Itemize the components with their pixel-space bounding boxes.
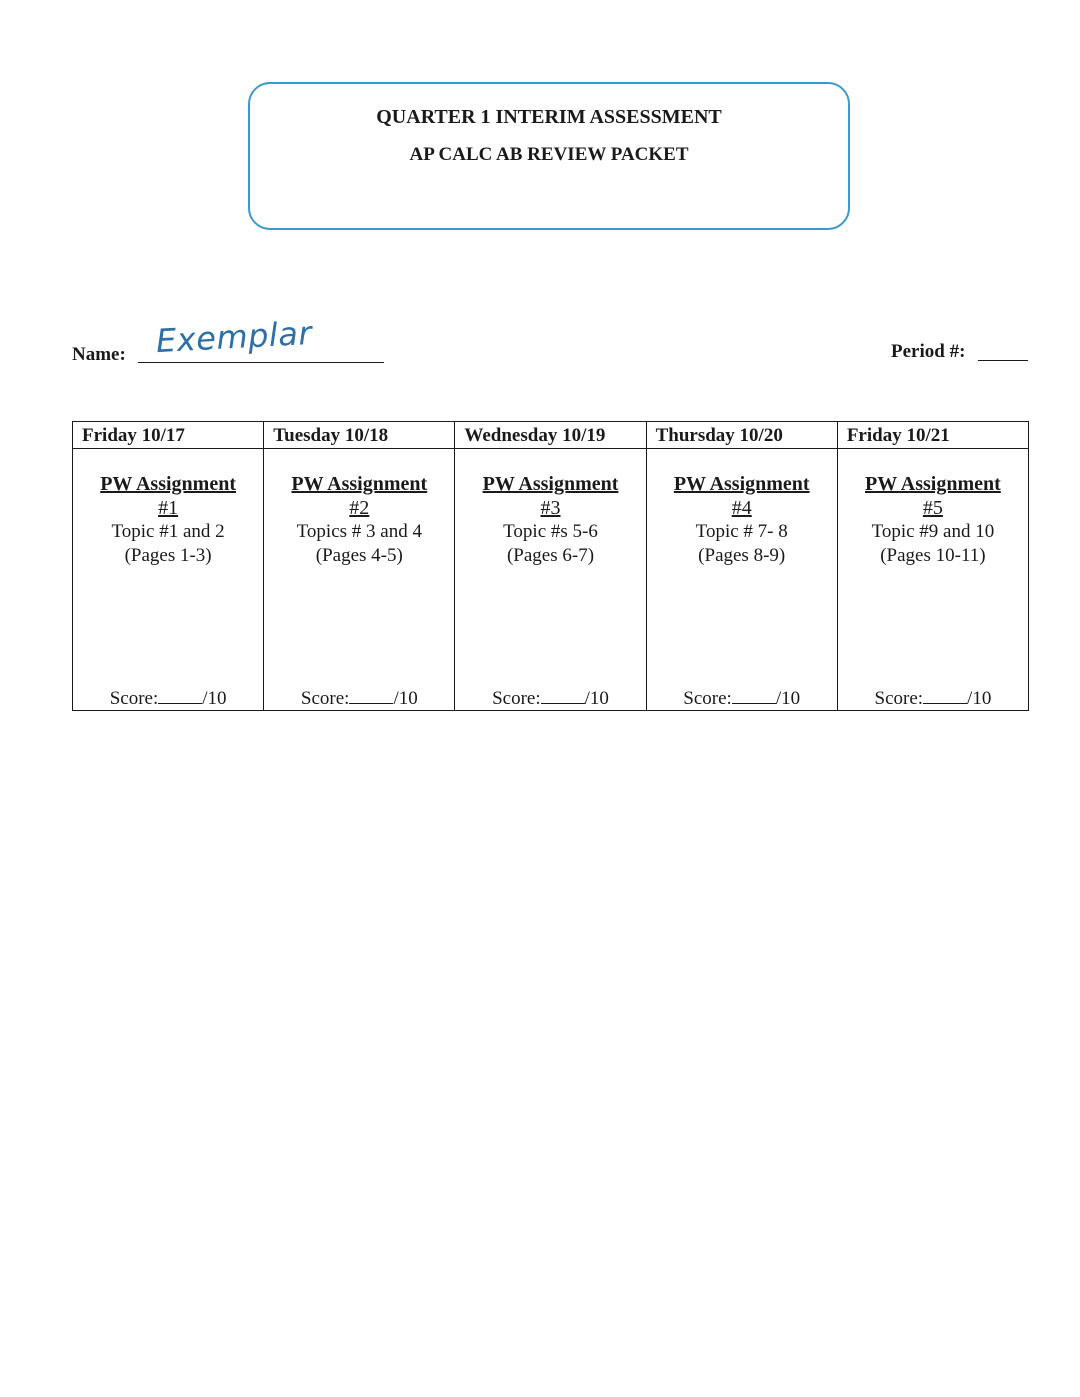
assignment-pages: (Pages 4-5) — [315, 545, 403, 566]
title-line-2: AP CALC AB REVIEW PACKET — [409, 144, 689, 165]
assignment-topics: Topic #9 and 10 — [871, 521, 995, 542]
assignment-topics: Topic #s 5-6 — [503, 521, 598, 542]
assignment-pages: (Pages 6-7) — [506, 545, 595, 566]
score-max: /10 — [202, 688, 227, 709]
assignment-number: #1 — [158, 497, 179, 519]
score-blank[interactable] — [349, 703, 393, 704]
score-blank[interactable] — [923, 703, 967, 704]
name-field-line[interactable] — [138, 362, 384, 363]
period-field-line[interactable] — [978, 360, 1028, 361]
day-header: Friday 10/17 — [73, 422, 263, 449]
assignment-details — [264, 472, 454, 568]
day-header: Thursday 10/20 — [647, 422, 837, 449]
schedule-column — [838, 422, 1028, 710]
score-blank[interactable] — [541, 703, 585, 704]
assignment-topics: Topics # 3 and 4 — [296, 521, 422, 542]
assignment-details — [647, 472, 837, 568]
title-line-1: QUARTER 1 INTERIM ASSESSMENT — [376, 106, 722, 128]
score-label: Score: — [492, 688, 541, 709]
score-max: /10 — [393, 688, 418, 709]
day-header: Tuesday 10/18 — [264, 422, 454, 449]
assignment-pages: (Pages 1-3) — [124, 545, 212, 566]
assignment-title: PW Assignment — [673, 473, 810, 495]
schedule-column — [647, 422, 838, 710]
day-header: Friday 10/21 — [838, 422, 1028, 449]
score-line — [455, 688, 645, 710]
assignment-title: PW Assignment — [291, 473, 428, 495]
score-max: /10 — [967, 688, 992, 709]
score-max: /10 — [775, 688, 801, 709]
score-line — [264, 688, 454, 710]
score-label: Score: — [874, 688, 924, 709]
schedule-column — [73, 422, 264, 710]
score-label: Score: — [683, 688, 732, 709]
assignment-title: PW Assignment — [865, 473, 1001, 495]
score-line — [73, 688, 263, 710]
assignment-number: #2 — [349, 497, 370, 519]
assignment-number: #4 — [731, 497, 752, 519]
schedule-column — [455, 422, 646, 710]
name-handwritten-value: Exemplar — [155, 313, 313, 361]
assignment-topics: Topic # 7- 8 — [695, 521, 788, 542]
assignment-pages: (Pages 10-11) — [880, 545, 986, 566]
score-line — [838, 688, 1028, 710]
period-label: Period #: — [891, 341, 966, 362]
assignment-details — [838, 472, 1028, 568]
score-label: Score: — [109, 688, 159, 709]
assignment-title: PW Assignment — [100, 473, 236, 495]
assignment-number: #5 — [922, 497, 943, 519]
score-blank[interactable] — [732, 703, 776, 704]
assignment-details — [73, 472, 263, 568]
score-max: /10 — [584, 688, 609, 709]
schedule-table — [72, 421, 1029, 711]
score-blank[interactable] — [158, 703, 202, 704]
score-label: Score: — [300, 688, 350, 709]
assignment-pages: (Pages 8-9) — [698, 545, 786, 566]
assignment-details — [455, 472, 645, 568]
assignment-title: PW Assignment — [482, 473, 619, 495]
schedule-column — [264, 422, 455, 710]
day-header: Wednesday 10/19 — [455, 422, 645, 449]
title-box — [248, 82, 850, 230]
assignment-topics: Topic #1 and 2 — [111, 521, 225, 542]
assignment-number: #3 — [540, 497, 561, 519]
name-label: Name: — [72, 344, 126, 365]
score-line — [647, 688, 837, 710]
